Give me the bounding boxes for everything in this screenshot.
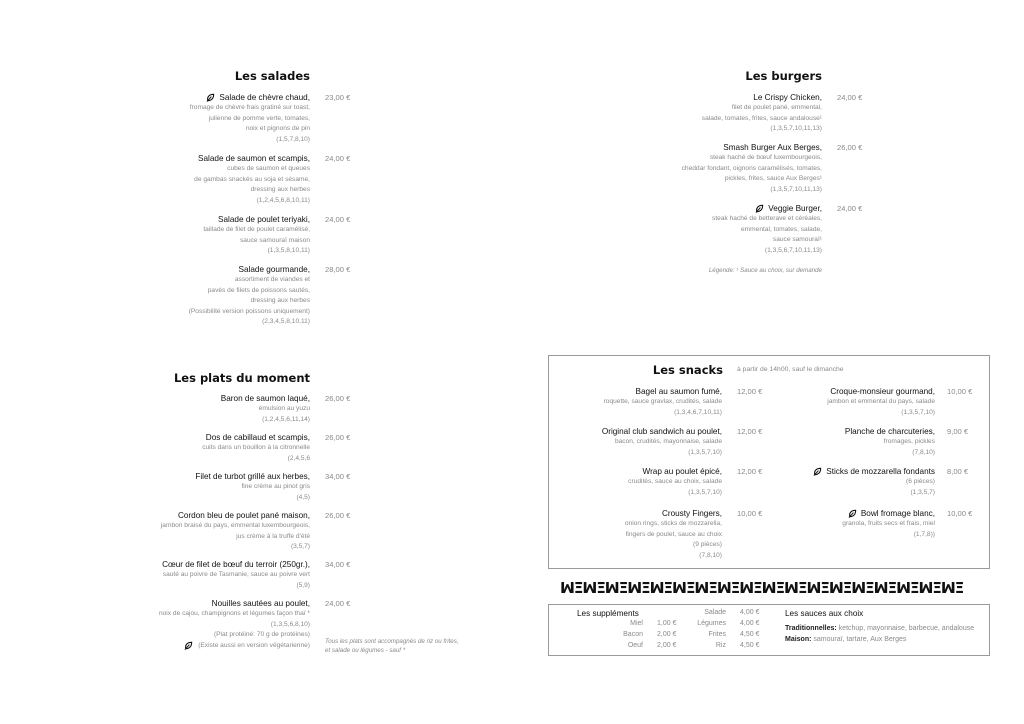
supplement-label: Miel: [630, 620, 643, 627]
menu-item-description: emmental, tomates, salade,: [741, 225, 822, 233]
menu-item-name: Filet de turbot grillé aux herbes,: [195, 472, 310, 481]
menu-item-name: Le Crispy Chicken,: [753, 93, 822, 102]
menu-item-description: (2,3,4,5,8,10,11): [262, 318, 310, 325]
menu-item-description: (1,3,5,7,10): [688, 488, 722, 496]
menu-item-description: assortiment de viandes et: [234, 276, 310, 283]
menu-item-description: steak haché de betterave et céréales,: [712, 215, 822, 222]
menu-item-price: 26,00 €: [325, 394, 351, 403]
supplement-label: Oeuf: [627, 642, 643, 649]
section-title-plats: Les plats du moment: [173, 371, 310, 385]
menu-item-description: (Possibilité version poissons uniquement): [188, 307, 310, 315]
menu-item-description: fine crème au pinot gris: [241, 483, 310, 490]
menu-item-price: 12,00 €: [737, 387, 763, 396]
menu-item-name: Salade de saumon et scampis,: [198, 154, 310, 163]
menu-item-description: sauté au poivre de Tasmanie, sauce au poivre vert: [162, 571, 310, 578]
menu-item-price: 12,00 €: [737, 427, 763, 436]
menu-item-description: onion rings, sticks de mozzarella,: [624, 520, 722, 527]
section-title-burgers: Les burgers: [745, 69, 822, 83]
menu-item-description: (1,3,4,6,7,10,11): [674, 408, 722, 416]
supplement-label: Bacon: [623, 631, 643, 638]
menu-item-description: (1,3,5,7): [910, 488, 935, 496]
menu-item-description: dressing aux herbes: [250, 186, 310, 193]
menu-item-description: (4,5): [296, 493, 310, 501]
menu-item-description: crudités, sauce au choix, salade: [628, 478, 722, 485]
menu-item-description: cuits dans un bouillon à la citronnelle: [202, 444, 310, 451]
supplement-label: Frites: [708, 631, 726, 638]
snacks-hours: à partir de 14h00, sauf le dimanche: [737, 366, 844, 373]
vegetarian-leaf-icon: [184, 641, 193, 650]
menu-item-name: Croque-monsieur gourmand,: [830, 387, 935, 396]
supplement-price: 2,00 €: [657, 642, 677, 649]
vegetarian-version-note: (Existe aussi en version végétarienne): [159, 641, 310, 652]
menu-item-description: salade, tomates, frites, sauce andalouse¹: [701, 114, 822, 122]
menu-item-name: Wrap au poulet épicé,: [642, 467, 722, 476]
menu-item-price: 34,00 €: [325, 560, 351, 569]
menu-item-price: 12,00 €: [737, 467, 763, 476]
menu-item-description: (Plat protéiné: 70 g de protéines): [213, 631, 310, 638]
menu-item-description: (6 pièces): [906, 478, 935, 485]
menu-item-description: fromage de chèvre frais gratiné sur toast,: [189, 104, 310, 111]
menu-item-description: pickles, frites, sauce Aux Berges¹: [724, 175, 822, 182]
supplement-price: 2,00 €: [657, 631, 677, 638]
menu-item-description: (1,7,8)): [913, 530, 935, 538]
supplement-price: 4,50 €: [740, 631, 760, 638]
menu-item-price: 10,00 €: [947, 509, 973, 518]
menu-item-description: cheddar fondant, oignons caramélisés, tomates,: [681, 164, 822, 172]
menu-item-description: julienne de pomme verte, tomates,: [208, 114, 310, 122]
menu-item-description: noix de cajou, champignons et légumes façon thaï *: [158, 610, 310, 617]
sauces-title: Les sauces aux choix: [785, 609, 864, 618]
menu-item-description: (5,9): [296, 581, 310, 589]
pattern-glyphs: ꟽΞꟽΞꟽΞꟽΞꟽΞꟽΞꟽΞꟽΞꟽΞꟽΞꟽΞꟽΞꟽΞꟽΞꟽΞꟽΞꟽΞꟽΞ: [560, 580, 964, 596]
menu-item-price: 9,00 €: [947, 427, 969, 436]
menu-item-description: (1,2,4,5,6,8,10,11): [256, 196, 310, 204]
supplement-price: 4,00 €: [740, 620, 760, 627]
menu-item-description: dressing aux herbes: [250, 297, 310, 304]
burgers-legend: Légende: ¹ Sauce au choix, sur demande: [708, 267, 822, 274]
menu-item-price: 24,00 €: [325, 599, 351, 608]
menu-item-price: 26,00 €: [325, 511, 351, 520]
menu-item-description: filet de poulet pané, emmental,: [731, 104, 822, 111]
menu-item-description: (1,2,4,5,6,11,14): [262, 415, 310, 423]
menu-item-price: 10,00 €: [737, 509, 763, 518]
menu-item-description: (9 pièces): [693, 541, 722, 548]
supplement-label: Légumes: [697, 620, 726, 627]
menu-item-name: Dos de cabillaud et scampis,: [205, 433, 310, 442]
menu-item-name: Original club sandwich au poulet,: [601, 427, 722, 436]
menu-item-name: Bagel au saumon fumé,: [635, 387, 722, 396]
vegetarian-leaf-icon: [813, 467, 822, 476]
menu-item-description: granola, fruits secs et frais, miel: [842, 520, 935, 527]
supplements-title: Les suppléments: [577, 609, 639, 618]
menu-item-price: 24,00 €: [837, 93, 863, 102]
menu-item-description: (1,5,7,8,10): [276, 135, 310, 143]
menu-item-price: 23,00 €: [325, 93, 351, 102]
menu-item-name: Salade de chèvre chaud,: [190, 92, 310, 103]
menu-item-name: Salade gourmande,: [238, 265, 310, 274]
menu-item-description: jus crème à la truffe d'été: [236, 532, 310, 540]
supplement-price: 1,00 €: [657, 620, 677, 627]
menu-item-name: Bowl fromage blanc,: [842, 508, 935, 519]
menu-item-price: 24,00 €: [837, 204, 863, 213]
menu-item-description: (1,3,5,7,10): [901, 408, 935, 416]
menu-item-description: (1,3,5,7,10): [688, 448, 722, 456]
menu-item-description: (1,3,5,8,10,11): [267, 247, 310, 254]
section-title-snacks: Les snacks: [652, 363, 723, 377]
vegetarian-leaf-icon: [206, 93, 215, 102]
menu-item-name: Cœur de filet de bœuf du terroir (250gr.),: [162, 560, 310, 569]
vegetarian-leaf-icon: [848, 509, 857, 518]
sauces-house: Maison: samouraï, tartare, Aux Berges: [785, 636, 907, 643]
menu-item-name: Nouilles sautées au poulet,: [211, 599, 310, 608]
section-title-salades: Les salades: [234, 69, 310, 83]
menu-item-price: 10,00 €: [947, 387, 973, 396]
plats-note: Tous les plats sont accompagnés de riz ou frites, et salade ou légumes - sauf *: [325, 638, 459, 654]
menu-item-description: pavés de filets de poissons sautés,: [207, 286, 310, 294]
menu-item-description: (1,3,5,6,8,10): [270, 620, 310, 628]
menu-item-price: 24,00 €: [325, 215, 351, 224]
menu-item-price: 26,00 €: [837, 143, 863, 152]
menu-item-price: 34,00 €: [325, 472, 351, 481]
menu-item-description: sauce samouraï¹: [772, 236, 822, 243]
menu-item-description: (7,8,10): [699, 551, 722, 559]
menu-item-name: Planche de charcuteries,: [844, 427, 935, 436]
menu-item-name: Veggie Burger,: [712, 203, 822, 214]
menu-item-description: fromages, pickles: [883, 438, 935, 445]
menu-item-description: émulsion au yuzu: [258, 405, 310, 412]
menu-item-name: Salade de poulet teriyaki,: [218, 215, 310, 224]
menu-item-name: Cordon bleu de poulet pané maison,: [177, 511, 310, 520]
decorative-pattern-band: [560, 580, 976, 596]
menu-item-description: (3,5,7): [290, 543, 310, 550]
supplement-price: 4,00 €: [740, 609, 760, 616]
menu-item-description: cubes de saumon et queues: [227, 165, 310, 172]
menu-item-price: 26,00 €: [325, 433, 351, 442]
menu-item-description: (1,3,5,7,10,11,13): [770, 185, 822, 193]
menu-item-description: fingers de poulet, sauce au choix: [625, 530, 722, 538]
menu-item-description: (2,4,5,6: [287, 454, 310, 462]
menu-item-description: (1,3,5,7,10,11,13): [770, 125, 822, 132]
menu-item-description: (7,8,10): [912, 448, 935, 456]
menu-item-price: 24,00 €: [325, 154, 351, 163]
menu-item-description: steak haché de bœuf luxembourgeois,: [709, 154, 822, 161]
supplement-label: Riz: [715, 642, 726, 649]
sauces-traditional: Traditionnelles: ketchup, mayonnaise, barbecue, andalouse: [785, 625, 975, 632]
menu-item-name: Crousty Fingers,: [661, 509, 722, 518]
menu-item-name: Smash Burger Aux Berges,: [723, 143, 822, 152]
menu-item-description: noix et pignons de pin: [245, 125, 310, 132]
menu-item-description: de gambas snackés au soja et sésame,: [194, 175, 310, 183]
supplement-price: 4,50 €: [740, 642, 760, 649]
menu-item-description: taillade de filet de poulet caramélisé,: [203, 226, 310, 233]
menu-item-price: 28,00 €: [325, 265, 351, 274]
menu-item-description: (1,3,5,6,7,10,11,13): [764, 246, 822, 254]
menu-item-price: 8,00 €: [947, 467, 969, 476]
menu-item-name: Baron de saumon laqué,: [220, 394, 310, 403]
menu-item-description: bacon, crudités, mayonnaise, salade: [614, 438, 722, 445]
vegetarian-leaf-icon: [755, 204, 764, 213]
menu-item-name: Sticks de mozzarella fondants: [813, 466, 935, 477]
menu-item-description: roquette, sauce gravlax, crudités, salade: [603, 398, 722, 405]
menu-item-description: jambon braisé du pays, emmental luxembourgeois,: [160, 522, 310, 529]
menu-item-description: sauce samouraï maison: [239, 236, 310, 244]
menu-item-description: jambon et emmental du pays, salade: [827, 398, 935, 405]
supplement-label: Salade: [704, 609, 726, 616]
